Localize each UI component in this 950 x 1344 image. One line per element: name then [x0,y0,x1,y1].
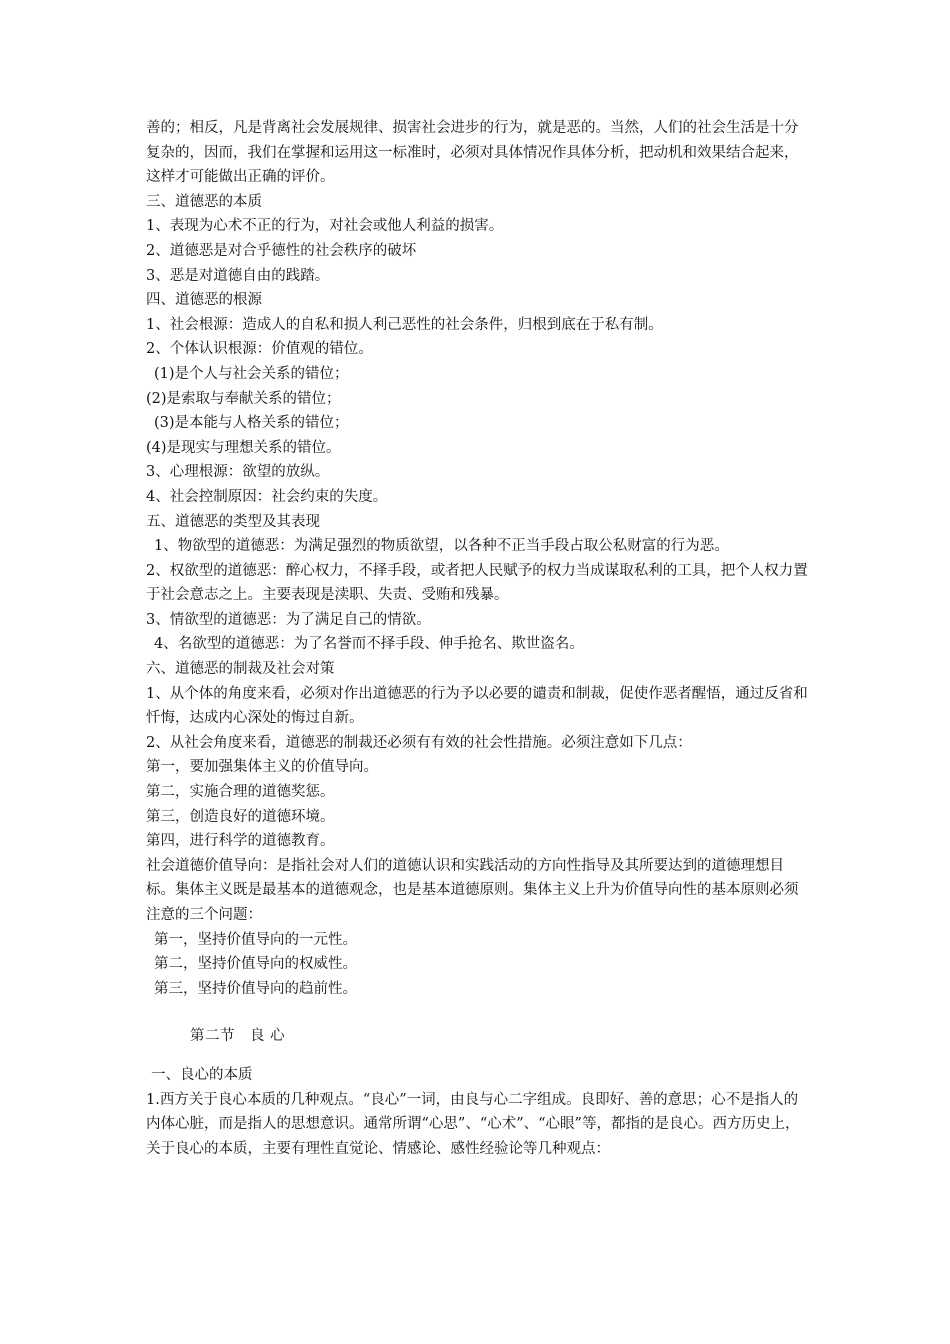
section-title: 第二节 良 心 [190,1028,286,1045]
paragraph-value-orientation: 社会道德价值导向：是指社会对人们的道德认识和实践活动的方向性指导及其所要达到的道德理想目标。集体主义既是最基本的道德观念，也是基本道德原则。集体主义上升为价值导向性的基本原则必须注意的三个问题： [146,857,799,923]
list-item: 1、表现为心术不正的行为，对社会或他人利益的损害。 [146,218,504,235]
heading-sanctions-and-countermeasures: 六、道德恶的制裁及社会对策 [146,661,335,678]
list-item: 3、恶是对道德自由的践踏。 [146,267,330,284]
heading-roots-of-moral-evil: 四、道德恶的根源 [146,292,262,309]
list-item: 4、名欲型的道德恶：为了名誉而不择手段、伸手抢名、欺世盗名。 [154,636,584,653]
heading-types-of-moral-evil: 五、道德恶的类型及其表现 [146,513,320,530]
list-item: 3、情欲型的道德恶：为了满足自己的情欲。 [146,611,431,628]
heading-essence-of-moral-evil: 三、道德恶的本质 [146,193,262,210]
sub-list-item: (4)是现实与理想关系的错位。 [146,439,341,456]
list-item: 第二，坚持价值导向的权威性。 [154,956,357,973]
list-item: 第一，要加强集体主义的价值导向。 [146,759,378,776]
list-item: 第三，坚持价值导向的趋前性。 [154,980,357,997]
list-item: 第二，实施合理的道德奖惩。 [146,784,335,801]
spacer [146,1001,810,1024]
list-item: 3、心理根源：欲望的放纵。 [146,464,330,481]
paragraph-evaluation-standard: 善的；相反，凡是背离社会发展规律、损害社会进步的行为，就是恶的。当然，人们的社会生活是十分复杂的，因而，我们在掌握和运用这一标准时，必须对具体情况作具体分析，把动机和效果结合起来，这样才可能做出正确的评价。 [146,120,799,186]
list-item: 1、从个体的角度来看，必须对作出道德恶的行为予以必要的谴责和制裁，促使作恶者醒悟，通过反省和忏悔，达成内心深处的悔过自新。 [146,685,808,727]
list-item: 1、社会根源：造成人的自私和损人利己恶性的社会条件，归根到底在于私有制。 [146,316,663,333]
sub-list-item: (1)是个人与社会关系的错位； [154,365,349,382]
list-item: 2、个体认识根源：价值观的错位。 [146,341,373,358]
list-item: 2、从社会角度来看，道德恶的制裁还必须有有效的社会性措施。必须注意如下几点： [146,734,692,751]
heading-essence-of-conscience: 一、良心的本质 [151,1066,253,1083]
sub-list-item: (3)是本能与人格关系的错位； [154,415,349,432]
sub-list-item: (2)是索取与奉献关系的错位； [146,390,341,407]
list-item: 1、物欲型的道德恶：为满足强烈的物质欲望，以各种不正当手段占取公私财富的行为恶。 [154,538,729,555]
list-item: 4、社会控制原因：社会约束的失度。 [146,488,388,505]
list-item: 第四，进行科学的道德教育。 [146,833,335,850]
spacer [146,1049,810,1063]
document-body [146,116,810,1161]
paragraph-western-views-on-conscience: 1.西方关于良心本质的几种观点。“良心”一词，由良与心二字组成。良即好、善的意思；心不是指人的内体心脏，而是指人的思想意识。通常所谓“心思”、“心术”、“心眼”等，都指的是良心。西方历史上，关于良心的本质，主要有理性直觉论、情感论、感性经验论等几种观点： [146,1091,800,1157]
list-item: 2、权欲型的道德恶：醉心权力，不择手段，或者把人民赋予的权力当成谋取私利的工具，把个人权力置于社会意志之上。主要表现是渎职、失责、受贿和残暴。 [146,562,808,604]
list-item: 2、道德恶是对合乎德性的社会秩序的破坏 [146,242,417,259]
list-item: 第一，坚持价值导向的一元性。 [154,931,357,948]
list-item: 第三，创造良好的道德环境。 [146,808,335,825]
